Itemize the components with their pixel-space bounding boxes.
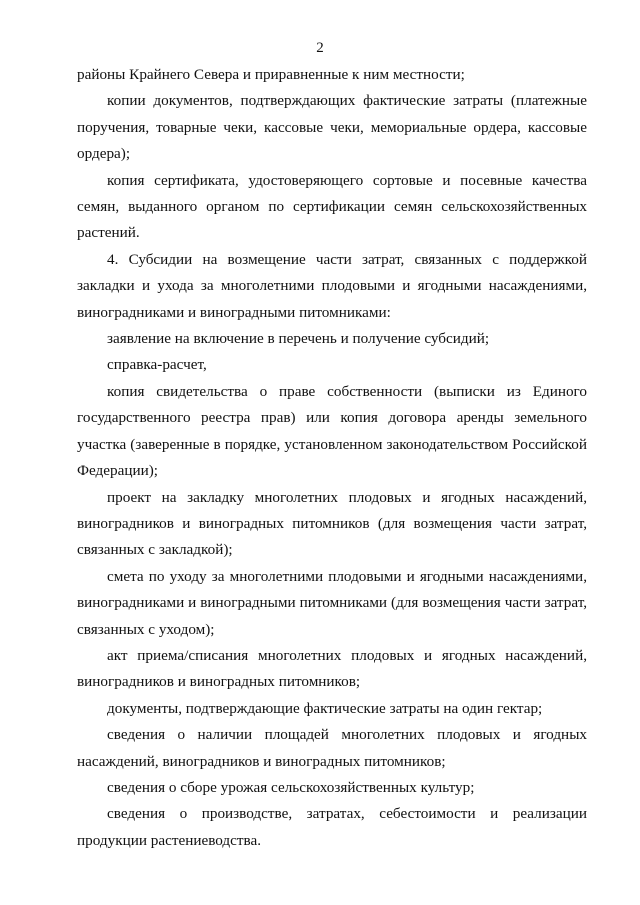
paragraph-northern-regions: районы Крайнего Севера и приравненные к ним местности; [77,66,465,83]
paragraph-care-estimate: смета по уходу за многолетними плодовыми и ягодными насаждениями, виноградниками и виноградными питомниками (для возмещения части затрат, связанных с уходом); [77,567,587,638]
paragraph-seed-certificate: копия сертификата, удостоверяющего сортовые и посевные качества семян, выданного органом по сертификации семян сельскохозяйственных растений. [77,171,587,242]
paragraph-application: заявление на включение в перечень и получение субсидий; [107,330,490,348]
paragraph-acceptance-act: акт приема/списания многолетних плодовых и ягодных насаждений, виноградников и виноградных питомников; [77,646,587,691]
page-number: 2 [316,40,324,56]
paragraph-calculation: справка-расчет, [107,356,207,374]
paragraph-area-info: сведения о наличии площадей многолетних плодовых и ягодных насаждений, виноградников и виноградных питомников; [77,726,587,770]
paragraph-section-4-heading: 4. Субсидии на возмещение части затрат, связанных с поддержкой закладки и ухода за многолетними плодовыми и ягодными насаждениями, виноградниками и виноградными питомниками: [77,250,587,321]
paragraph-cost-per-hectare: документы, подтверждающие фактические затраты на один гектар; [107,699,543,717]
paragraph-ownership-certificate: копия свидетельства о праве собственности (выписки из Единого государственного реестра прав) или копия договора аренды земельного участка (заверенные в порядке, установленном законодательством Российской Федерации); [77,382,587,480]
paragraph-expense-documents: копии документов, подтверждающих фактические затраты (платежные поручения, товарные чеки, кассовые чеки, мемориальные ордера, кассовые ордера); [77,92,587,163]
paragraph-planting-project: проект на закладку многолетних плодовых и ягодных насаждений, виноградников и виноградных питомников (для возмещения части затрат, связанных с закладкой); [77,488,587,559]
paragraph-harvest-info: сведения о сборе урожая сельскохозяйственных культур; [107,778,475,796]
document-body [77,62,587,854]
paragraph-production-info: сведения о производстве, затратах, себестоимости и реализации продукции растениеводства. [77,805,587,849]
